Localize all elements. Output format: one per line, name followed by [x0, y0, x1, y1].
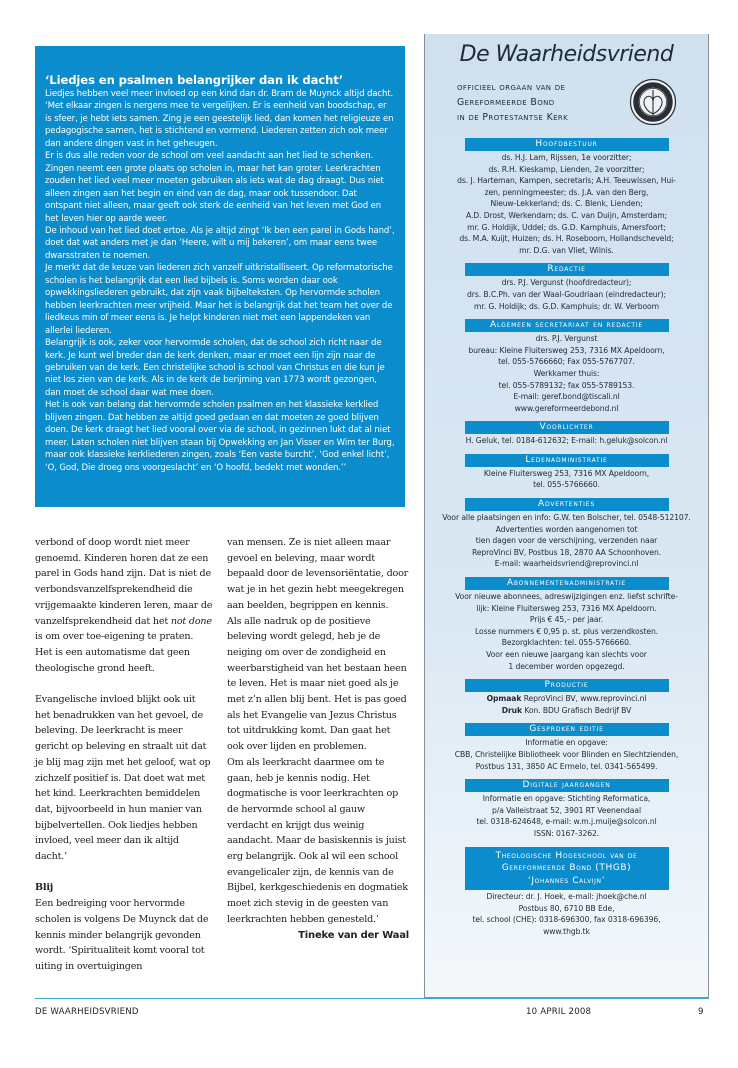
section-heading: Ledenadministratie: [465, 454, 669, 467]
text-line: 1 december worden opgezegd.: [508, 661, 625, 671]
section-heading: Digitale jaargangen: [465, 779, 669, 792]
heading-line: Gereformeerde Bond (THGB): [501, 863, 632, 874]
text-line: [425, 693, 708, 705]
website-link[interactable]: www.gereformeerdebond.nl: [514, 403, 619, 413]
text-line: Nieuw-Lekkerland; ds. C. Blenk, Lienden;: [490, 199, 643, 209]
text-line: H. Geluk, tel. 0184-612632; E-mail: h.geluk@solcon.nl: [465, 436, 668, 446]
quote-paragraph: Er is dus alle reden voor de school om veel aandacht aan het lied te schenken. Zingen neemt een grote plaats op scholen in, maar het kan groter. Leerkrachten zouden het lied veel meer moeten gebruiken als iets wat de dag draagt. Dus niet alleen zingen aan het begin en eind van de dag, maar ook tussendoor. Dat ontspant niet alleen, maar geeft ook sterk de eenheid van het leven met God en het leven hier op aarde weer.: [45, 151, 384, 224]
footer-divider: [35, 998, 709, 999]
text-line: [425, 705, 708, 717]
text-line: Advertenties worden aangenomen tot: [495, 524, 638, 534]
section-body: [425, 693, 708, 716]
section-advertenties: [425, 498, 708, 570]
text-line: Informatie en opgave:: [525, 738, 608, 748]
section-hoofdbestuur: [425, 138, 708, 256]
section-body: [425, 793, 708, 839]
section-heading: Productie: [465, 679, 669, 692]
section-abonnementen: [425, 577, 708, 672]
section-heading: Advertenties: [465, 498, 669, 511]
article-paragraph: Een bedreiging voor hervormde scholen is volgens De Muynck dat de kennis minder belangrijk gevonden wordt. ‘Spiritualiteit komt vooral tot uiting in overtuigingen: [35, 898, 209, 972]
email-link[interactable]: E-mail: waarheidsvriend@reprovinci.nl: [494, 559, 639, 569]
subtitle-line: Gereformeerde Bond: [457, 97, 555, 108]
subtitle-line: officieel orgaan van de: [457, 82, 566, 93]
section-heading: Redactie: [465, 263, 669, 276]
text-line: ds. M.A. Kuijt, Huizen; ds. H. Roseboom, Hollandscheveld;: [459, 234, 674, 244]
text-line: mr. D.G. van Vliet, Wilnis.: [519, 245, 614, 255]
paragraph-gap: [35, 676, 213, 692]
bold-label: Opmaak: [486, 694, 522, 704]
text-line: Voor een nieuwe jaargang kan slechts voor: [486, 650, 647, 659]
text-run: verbond of doop wordt niet meer genoemd. Kinderen horen dat ze een parel in Gods hand zijn. Dat is niet de verbondsvanzelfsprekendheid die vrijgemaakte kinderen leren, maar de vanzelfsprekendheid dat het: [35, 537, 213, 627]
colophon-sidebar: [424, 34, 709, 998]
text-run: Kon. BDU Grafisch Bedrijf BV: [522, 705, 632, 715]
section-body: [425, 891, 708, 937]
quote-paragraph: Je merkt dat de keuze van liederen zich vanzelf uitkristalliseert. Op reformatorische scholen is het belangrijk dat een lied bijbels is. Soms worden daar ook opwekkingsliederen gebruikt, dat zijn vaak bijbelteksten. Op hervormde scholen hebben leerkrachten meer vrijheid. Maar het is belangrijk dat het team het over de liedkeus min of meer eens is. Je helpt kinderen niet met een lappendeken van allerlei liederen.: [45, 263, 393, 336]
section-heading: Voorlichter: [465, 421, 669, 434]
section-body: [425, 737, 708, 772]
text-line: drs. B.C.Ph. van der Waal-Goudriaan (eindredacteur);: [467, 289, 666, 299]
text-line: Prijs € 45,– per jaar.: [529, 615, 604, 625]
text-line: A.D. Drost, Werkendam; ds. C. van Duijn, Amsterdam;: [465, 210, 668, 220]
section-body: [425, 468, 708, 491]
text-line: tien dagen voor de verschijning, verzenden naar: [475, 536, 658, 546]
text-line: drs. P.J. Vergunst: [535, 334, 598, 344]
website-link[interactable]: www.thgb.tk: [543, 926, 590, 936]
text-line: Losse nummers € 0,95 p. st. plus verzendkosten.: [474, 626, 659, 636]
text-line: mr. G. Holdijk; ds. G.D. Kamphuis; dr. W. Verboom: [474, 301, 659, 311]
masthead-title: De Waarheidsvriend: [459, 42, 674, 67]
text-line: zen, penningmeester; ds. J.A. van den Berg,: [484, 187, 649, 197]
text-line: p/a Valleistraat 52, 3901 RT Veenendaal: [492, 805, 641, 815]
text-line: ds. R.H. Kieskamp, Lienden, 2e voorzitter;: [488, 164, 645, 174]
author-byline: Tineke van der Waal: [298, 929, 409, 941]
section-body: [425, 512, 708, 570]
subtitle-line: in de Protestantse Kerk: [457, 112, 569, 123]
section-redactie: [425, 263, 708, 312]
text-run: ReproVinci BV, www.reprovinci.nl: [521, 694, 647, 704]
paragraph-gap: [35, 865, 213, 881]
text-line: Voor alle plaatsingen en info: G.W. ten Bolscher, tel. 0548-512107.: [442, 513, 691, 523]
heading-line: Theologische Hogeschool van de: [495, 850, 638, 861]
quote-title: ‘Liedjes en psalmen belangrijker dan ik dacht’: [45, 73, 344, 87]
article-subheading: Blij: [35, 882, 54, 894]
text-line: Postbus 80, 6710 BB Ede,: [518, 903, 615, 913]
section-gesproken-editie: [425, 723, 708, 772]
bold-label: Druk: [501, 705, 522, 715]
page-number: 9: [698, 1007, 704, 1017]
text-line: Bezorgklachten: tel. 055-5766660.: [501, 638, 632, 648]
section-body: [425, 333, 708, 414]
text-line: Kleine Fluitersweg 253, 7316 MX Apeldoorn,: [483, 468, 650, 478]
section-body: [425, 591, 708, 672]
quote-paragraph: Liedjes hebben veel meer invloed op een kind dan dr. Bram de Muynck altijd dacht. ‘Met elkaar zingen is nergens mee te vergelijken. Er is eenheid van boodschap, er is sfeer, je hebt iets samen. Zing je een geestelijk lied, dan komen het religieuze en pedagogische samen, het is stichtend en vormend. Liederen zetten zich ook meer dan andere dingen vast in het geheugen.: [45, 89, 394, 149]
article-column-middle: [227, 535, 409, 943]
text-line: bureau: Kleine Fluitersweg 253, 7316 MX Apeldoorn,: [468, 345, 665, 355]
text-line: tel. school (CHE): 0318-696300, fax 0318-696396,: [472, 915, 661, 925]
section-thgb: [425, 847, 708, 938]
article-paragraph: van mensen. Ze is niet alleen maar gevoel en beleving, maar wordt bepaald door de levensoriëntatie, door wat je in het gezin hebt meegekregen aan beelden, begrippen en kennis.: [227, 537, 409, 611]
masthead: [425, 42, 708, 138]
text-line: Postbus 131, 3850 AC Ermelo, tel. 0341-565499.: [475, 761, 658, 771]
section-body: [425, 277, 708, 312]
text-line: CBB, Christelijke Bibliotheek voor Blinden en Slechtzienden,: [454, 749, 679, 759]
text-line: Directeur: dr. J. Hoek, e-mail: jhoek@che.nl: [486, 892, 647, 902]
quote-box: [35, 46, 405, 507]
section-heading: Gesproken editie: [465, 723, 669, 736]
bond-seal-logo-icon: [629, 78, 677, 126]
masthead-subtitle: [457, 80, 568, 125]
text-line: mr. G. Holdijk, Uddel; ds. G.D. Kamphuis, Amersfoort;: [467, 222, 666, 232]
section-body: [425, 152, 708, 256]
text-line: Informatie en opgave: Stichting Reformatica,: [482, 794, 651, 804]
italic-phrase: not done: [170, 615, 212, 627]
text-line: ReproVinci BV, Postbus 18, 2870 AA Schoonhoven.: [471, 547, 662, 557]
text-line: lijk: Kleine Fluitersweg 253, 7316 MX Apeldoorn.: [476, 603, 657, 613]
text-line: Werkkamer thuis:: [533, 368, 600, 378]
section-heading: Hoofdbestuur: [465, 138, 669, 151]
footer-date: 10 APRIL 2008: [526, 1007, 592, 1017]
text-line: ds. J. Harteman, Kampen, secretaris; A.H. Teeuwissen, Hui-: [457, 176, 676, 186]
article-column-left: [35, 535, 213, 975]
text-line: Voor nieuwe abonnees, adreswijzigingen enz. liefst schrifte-: [455, 592, 678, 602]
text-run: is om over toe-eigening te praten. Het is een automatisme dat geen theologische grond heeft.: [35, 631, 194, 674]
footer-publication: DE WAARHEIDSVRIEND: [35, 1007, 139, 1017]
section-heading: Algemeen secretariaat en redactie: [465, 319, 669, 332]
text-line: tel. 055-5766660; Fax 055-5767707.: [498, 357, 635, 367]
heading-line: ‘Johannes Calvijn’: [527, 875, 606, 886]
quote-paragraph: Belangrijk is ook, zeker voor hervormde scholen, dat de school zich richt naar de kerk. Je kunt wel breder dan de kerk denken, maar er moet een lijn zijn naar de gebruiken van de kerk. Een christelijke school is school van Christus en die kun je niet los zien van de kerk. Als in de kerk de berijming van 1773 wordt gezongen, dan moet de school daar wat mee doen.: [45, 338, 385, 398]
section-heading: [465, 847, 669, 891]
article-paragraph: Om als leerkracht daarmee om te gaan, heb je kennis nodig. Het dogmatische is voor leerkrachten op de hervormde school al gauw verdacht en krijgt dus weinig aandacht. Maar de basiskennis is juist erg belangrijk. Ook al wil een school evangelicaler zijn, de kennis van de Bijbel, kerkgeschiedenis en dogmatiek moet zich stevig in de geesten van leerkrachten hebben genesteld.’: [227, 756, 408, 925]
text-line: ISSN: 0167-3262.: [533, 828, 600, 838]
section-secretariaat: [425, 319, 708, 414]
quote-paragraph: De inhoud van het lied doet ertoe. Als je altijd zingt ‘Ik ben een parel in Gods hand’, doet dat wat anders met je dan ‘Heere, wilt u mij bekeren’, om maar eens twee dwarsstraten te noemen.: [45, 225, 395, 261]
email-link[interactable]: E-mail: geref.bond@tiscali.nl: [513, 392, 620, 402]
section-digitale-jaargangen: [425, 779, 708, 839]
section-productie: [425, 679, 708, 716]
section-heading: Abonnementenadministratie: [465, 577, 669, 590]
text-line: tel. 055-5766660.: [533, 480, 600, 490]
article-paragraph: Als alle nadruk op de positieve beleving wordt gelegd, heb je de neiging om over de zondigheid en weerbarstigheid van het bestaan heen te leven. Het is maar niet goed als je met z’n allen blij bent. Het is pas goed als het Evangelie van Jezus Christus tot uitdrukking komt. Dan gaat het ook over lijden en problemen.: [227, 615, 407, 753]
section-voorlichter: [425, 421, 708, 447]
text-line: ds. H.J. Lam, Rijssen, 1e voorzitter;: [501, 153, 632, 162]
article-paragraph: [35, 535, 213, 676]
section-ledenadministratie: [425, 454, 708, 491]
text-line: tel. 0318-624648, e-mail: w.m.j.muije@solcon.nl: [476, 817, 657, 827]
article-paragraph: Evangelische invloed blijkt ook uit het benadrukken van het gevoel, de beleving. De leerkracht is meer gericht op beleving en straalt uit dat je blij mag zijn met het geloof, wat op zichzelf positief is. Dat doet wat met het kind. Leerkrachten bemiddelen dat, bijvoorbeeld in hun manier van bijbelvertellen. Ook liedjes hebben invloed, veel meer dan ik altijd dacht.’: [35, 694, 211, 863]
text-line: drs. P.J. Vergunst (hoofdredacteur);: [501, 278, 632, 288]
section-body: [425, 435, 708, 447]
text-line: tel. 055-5789132; fax 055-5789153.: [498, 380, 635, 390]
quote-paragraph: Het is ook van belang dat hervormde scholen psalmen en het klassieke kerklied blijven zingen. Dat hebben ze altijd goed gedaan en dat moeten ze goed blijven doen. De kerk draagt het lied vooral over via de school, in gezinnen lukt dat al niet meer. Laten scholen niet blijven staan bij Opwekking en Jan Visser en Wim ter Burg, maar ook klassieke kerkliederen zingen, zoals ‘Een vaste burcht’, ‘God enkel licht’, ‘O, God, Die droeg ons voorgeslacht’ en ‘O hoofd, bedekt met wonden.’’: [45, 400, 395, 473]
